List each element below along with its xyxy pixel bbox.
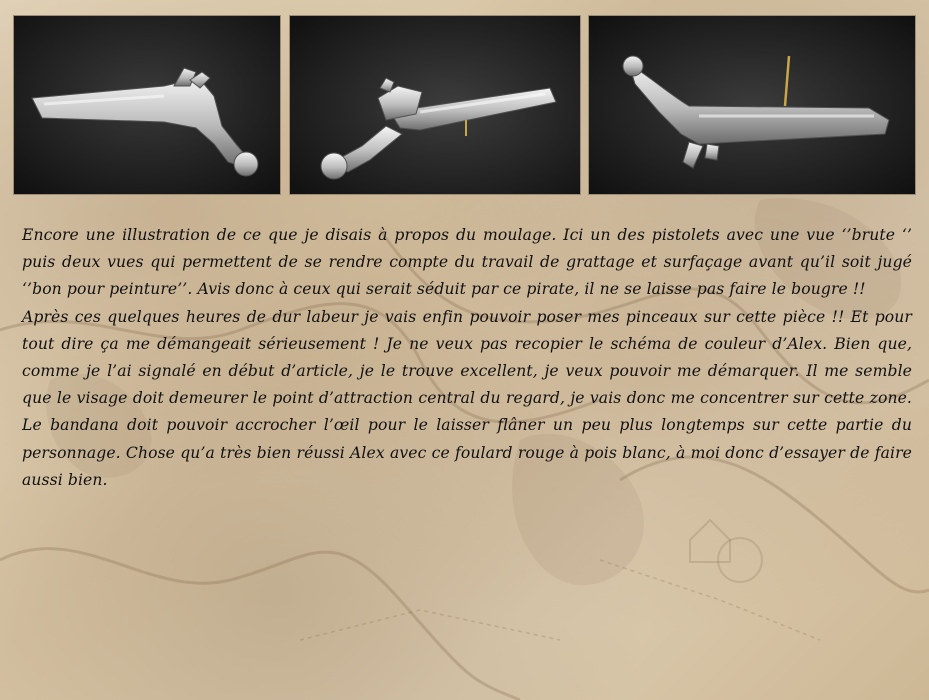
pistol-raw-cast-photo: [13, 15, 281, 195]
pewter-pistol-cleaned-top-photo: [589, 16, 916, 195]
pewter-pistol-raw-photo: [14, 16, 281, 195]
pistol-cleaned-side-photo: [289, 15, 581, 195]
pistol-cleaned-top-photo: [588, 15, 916, 195]
article-paragraph-2: Après ces quelques heures de dur labeur je vais enfin pouvoir poser mes pinceaux sur cette pièce !! Et pour tout dire ça me démangeait sérieusement ! Je ne veux pas recopier le schéma de couleur d’Alex. Bien que, comme je l’ai signalé en début d’article, je le trouve excellent, je veux pouvoir me démarquer. Il me semble que le visage doit demeurer le point d’attraction central du regard, je vais donc me concentrer sur cette zone. Le bandana doit pouvoir accrocher l’œil pour le laisser flâner un peu plus longtemps sur cette partie du personnage. Chose qu’a très bien réussi Alex avec ce foulard rouge à pois blanc, à moi donc d’essayer de faire aussi bien.: [22, 307, 912, 489]
article-paragraph-1: Encore une illustration de ce que je disais à propos du moulage. Ici un des pistolets avec une vue ‘’brute ‘’ puis deux vues qui permettent de se rendre compte du travail de grattage et surfaçage avant qu’il soit jugé ‘’bon pour peinture’’. Avis donc à ceux qui serait séduit par ce pirate, il ne se laisse pas faire le bougre !!: [22, 226, 912, 299]
article-text: [22, 222, 912, 494]
pewter-pistol-cleaned-side-photo: [290, 16, 581, 195]
